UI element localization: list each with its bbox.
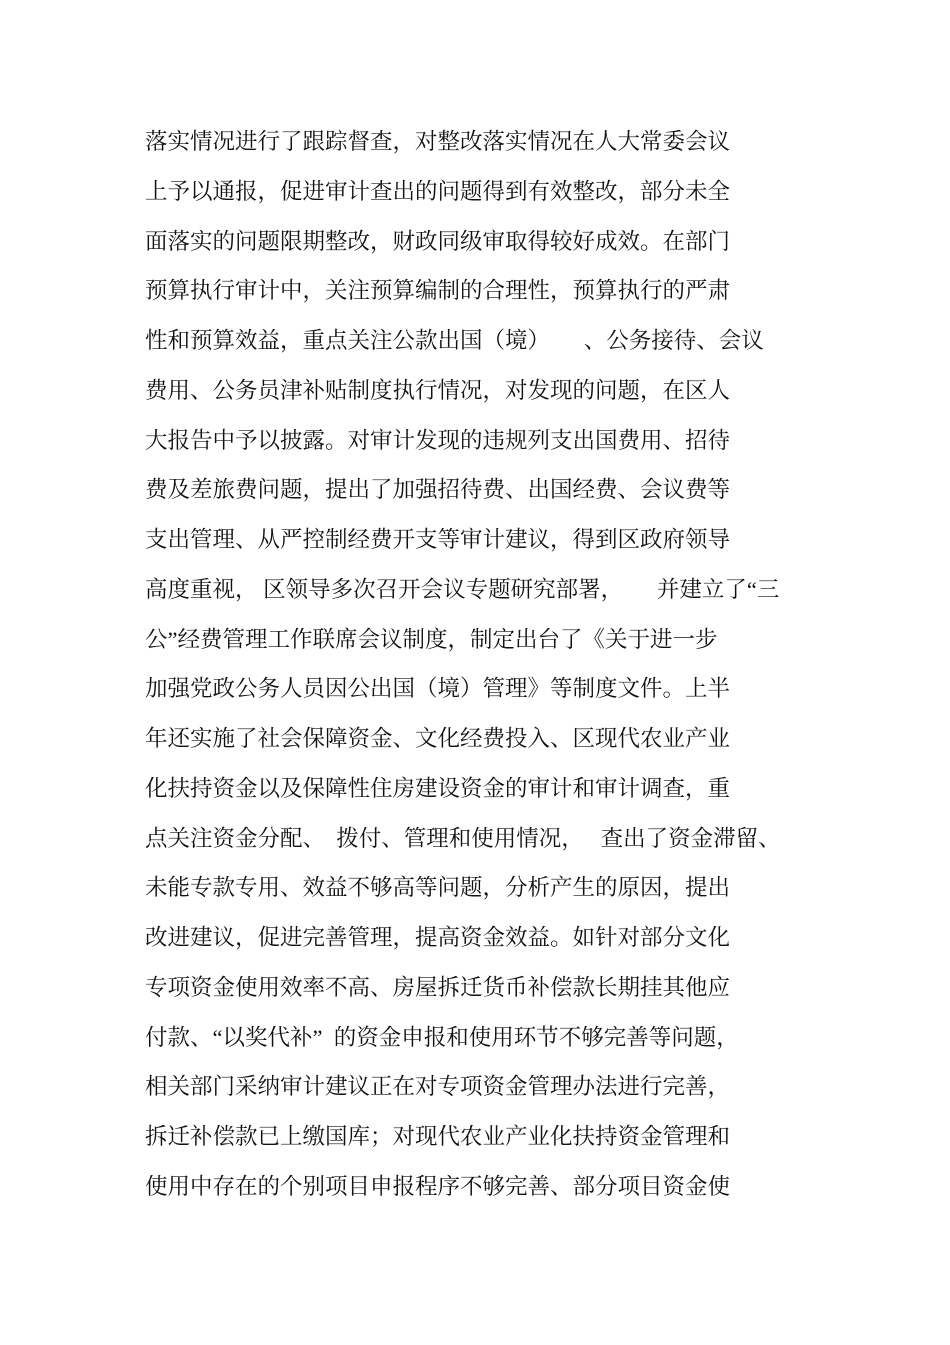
- text-line: 费及差旅费问题，提出了加强招待费、出国经费、会议费等: [145, 477, 731, 503]
- text-line: 年还实施了社会保障资金、文化经费投入、区现代农业产业: [145, 726, 731, 751]
- text-line: 改进建议，促进完善管理，提高资金效益。如针对部分文化: [145, 925, 731, 950]
- text-line: 上予以通报，促进审计查出的问题得到有效整改，部分未全: [145, 178, 731, 204]
- text-line: 支出管理、从严控制经费开支等审计建议，得到区政府领导: [145, 527, 731, 552]
- text-line: 化扶持资金以及保障性住房建设资金的审计和审计调查，重: [145, 775, 731, 801]
- text-line: 拆迁补偿款已上缴国库；对现代农业产业化扶持资金管理和: [145, 1124, 731, 1149]
- text-line: 加强党政公务人员因公出国（境）管理》等制度文件。上半: [145, 676, 731, 702]
- text-line: 公”经费管理工作联席会议制度，制定出台了《关于进一步: [145, 626, 718, 652]
- text-line: 相关部门采纳审计建议正在对专项资金管理办法进行完善，: [145, 1074, 731, 1100]
- text-line: 付款、“以奖代补” 的资金申报和使用环节不够完善等问题，: [145, 1024, 739, 1050]
- body-text: [145, 117, 925, 1212]
- text-line: 大报告中予以披露。对审计发现的违规列支出国费用、招待: [145, 427, 731, 453]
- text-line: 落实情况进行了跟踪督查，对整改落实情况在人大常委会议: [145, 129, 731, 154]
- text-line: 高度重视， 区领导多次召开会议专题研究部署， 并建立了“三: [145, 576, 780, 602]
- text-line: 未能专款专用、效益不够高等问题，分析产生的原因，提出: [145, 875, 731, 901]
- text-line: 费用、公务员津补贴制度执行情况，对发现的问题，在区人: [145, 377, 731, 403]
- text-line: 面落实的问题限期整改，财政同级审取得较好成效。在部门: [145, 228, 731, 254]
- text-line: 专项资金使用效率不高、房屋拆迁货币补偿款长期挂其他应: [145, 974, 731, 1000]
- text-line: 预算执行审计中，关注预算编制的合理性，预算执行的严肃: [145, 278, 731, 304]
- text-line: 点关注资金分配、 拨付、管理和使用情况， 查出了资金滞留、: [145, 825, 781, 851]
- text-line: 使用中存在的个别项目申报程序不够完善、部分项目资金使: [145, 1173, 731, 1199]
- text-line: 性和预算效益，重点关注公款出国（境） 、公务接待、会议: [145, 328, 764, 353]
